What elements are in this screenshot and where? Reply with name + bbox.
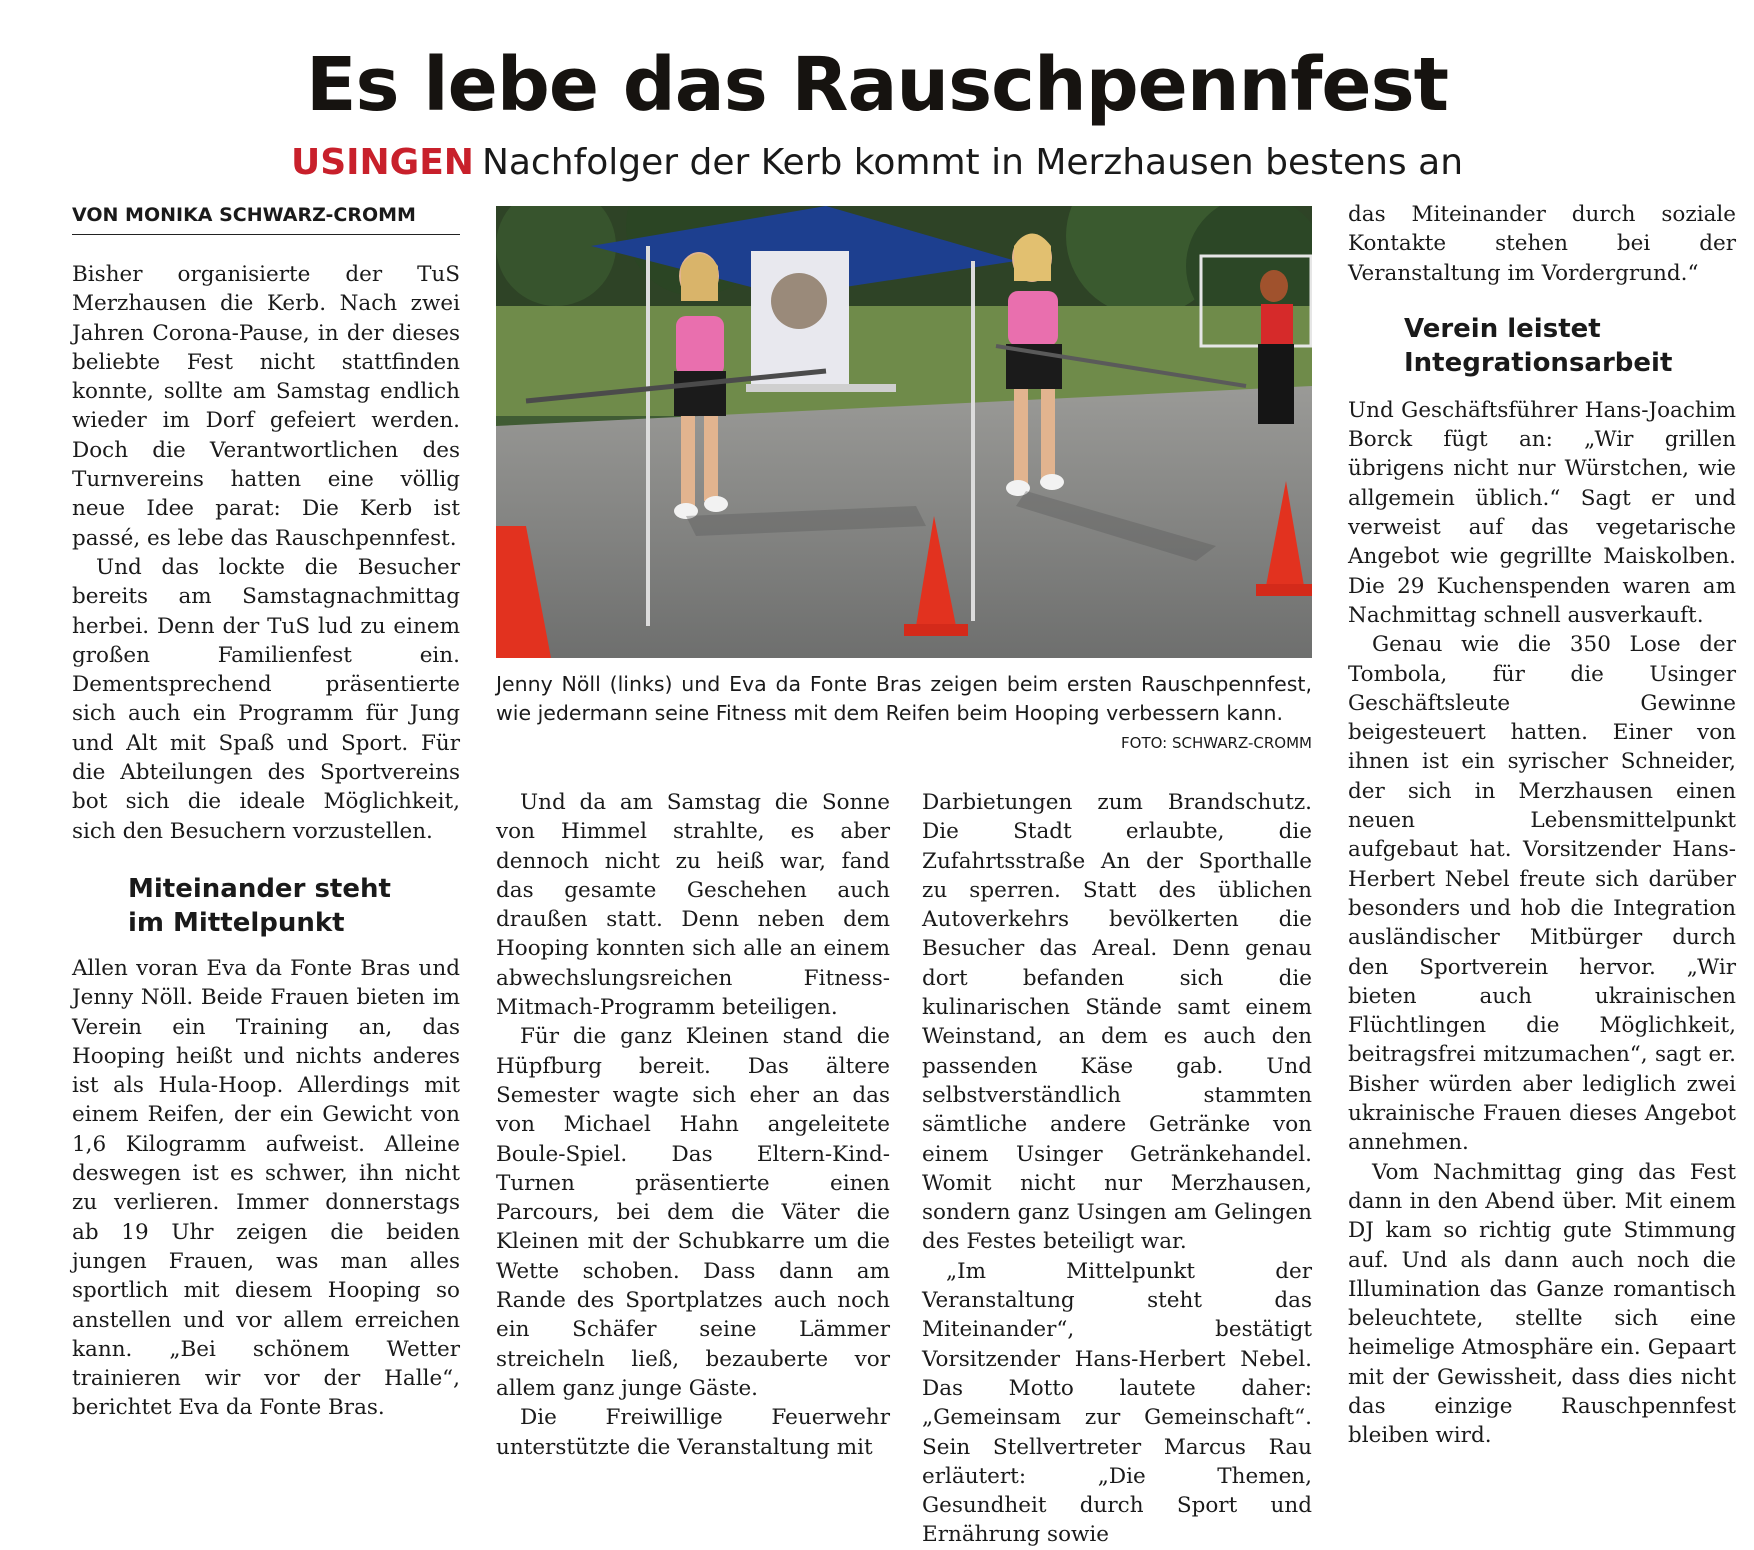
paragraph: Allen voran Eva da Fonte Bras und Jenny Nöll. Beide Frauen bieten im Verein ein Training an, das Hooping heißt und nichts anderes ist als Hula-Hoop. Allerdings mit einem Reifen, der ein Gewicht von 1,6 Kilogramm aufweist. Alleine deswegen ist es schwer, ihn nicht zu verlieren. Immer donnerstags ab 19 Uhr zeigen die beiden jungen Frauen, was man alles sportlich mit diesem Hooping so anstellen und vor allem erreichen kann. „Bei schönem Wetter trainieren wir vor der Halle“, berichtet Eva da Fonte Bras. xyxy=(72,955,460,1421)
paragraph: Genau wie die 350 Lose der Tombola, für die Usinger Geschäftsleute Gewinne beigesteuert hatten. Einer von ihnen ist ein syrischer Schneider, der sich in Merzhausen einen neuen Lebensmittelpunkt aufgebaut hat. Vorsitzender Hans-Herbert Nebel freute sich darüber besonders und hob die Integration ausländischer Mitbürger durch den Sportverein hervor. „Wir bieten auch ukrainischen Flüchtlingen die Möglichkeit, beitragsfrei mitzumachen“, sagt er. Bisher würden aber lediglich zwei ukrainische Frauen dieses Angebot annehmen. xyxy=(1348,632,1736,1156)
article-column-3 xyxy=(922,788,1312,1550)
section-subheading xyxy=(128,872,460,940)
photo-credit: FOTO: SCHWARZ-CROMM xyxy=(1121,734,1312,752)
subheading-line: Verein leistet xyxy=(1404,313,1601,344)
paragraph: Darbietungen zum Brandschutz. Die Stadt erlaubte, die Zufahrtsstraße An der Sporthalle zu sperren. Statt des üblichen Autoverkehrs bevölkerten die Besucher das Areal. Denn genau dort befanden sich die kulinarischen Stände samt einem Weinstand, an dem es auch den passenden Käse gab. Und selbstverständlich stammten sämtliche andere Getränke von einem Usinger Getränkehandel. Womit nicht nur Merzhausen, sondern ganz Usingen am Gelingen des Festes beteiligt war. xyxy=(922,790,1312,1255)
location-kicker: USINGEN xyxy=(290,142,474,183)
subheading-line: im Mittelpunkt xyxy=(128,907,345,938)
article-column-1 xyxy=(72,260,460,1423)
section-subheading xyxy=(1404,312,1736,380)
subheading-line: Integrationsarbeit xyxy=(1404,347,1673,378)
article-column-2 xyxy=(496,788,890,1462)
paragraph: Für die ganz Kleinen stand die Hüpfburg bereit. Das ältere Semester wagte sich eher an das von Michael Hahn angeleitete Boule-Spiel. Das Eltern-Kind-Turnen präsentierte einen Parcours, bei dem die Väter die Kleinen mit der Schubkarre um die Wette schoben. Dass dann am Rande des Sportplatzes auch noch ein Schäfer seine Lämmer streicheln ließ, bezauberte vor allem ganz junge Gäste. xyxy=(496,1024,890,1401)
paragraph: Und da am Samstag die Sonne von Himmel strahlte, es aber dennoch nicht zu heiß war, fand das gesamte Geschehen auch draußen statt. Denn neben dem Hooping konnten sich alle an einem abwechslungsreichen Fitness-Mitmach-Programm beteiligen. xyxy=(496,790,890,1021)
paragraph: Vom Nachmittag ging das Fest dann in den Abend über. Mit einem DJ kam so richtig gute Stimmung auf. Und als dann auch noch die Illumination das Ganze romantisch beleuchtete, stellte sich eine heimelige Atmosphäre ein. Gepaart mit der Gewissheit, dass dies nicht das einzige Rauschpennfest bleiben wird. xyxy=(1348,1159,1736,1449)
paragraph: „Im Mittelpunkt der Veranstaltung steht das Miteinander“, bestätigt Vorsitzender Hans-Herbert Nebel. Das Motto lautete daher: „Gemeinsam zur Gemeinschaft“. Sein Stellvertreter Marcus Rau erläutert: „Die Themen, Gesundheit durch Sport und Ernährung sowie xyxy=(922,1258,1312,1548)
article-column-4 xyxy=(1348,200,1736,1451)
subheading-line: Miteinander steht xyxy=(128,873,391,904)
byline: VON MONIKA SCHWARZ-CROMM xyxy=(72,204,460,235)
paragraph: Bisher organisierte der TuS Merzhausen die Kerb. Nach zwei Jahren Corona-Pause, in der dieses beliebte Fest nicht stattfinden konnte, sollte am Samstag endlich wieder im Dorf gefeiert werden. Doch die Verantwortlichen des Turnvereins hatten eine völlig neue Idee parat: Die Kerb ist passé, es lebe das Rauschpennfest. xyxy=(72,262,460,551)
photo-caption: Jenny Nöll (links) und Eva da Fonte Bras zeigen beim ersten Rauschpennfest, wie jedermann seine Fitness mit dem Reifen beim Hooping verbessern kann. xyxy=(496,672,1312,725)
paragraph: das Miteinander durch soziale Kontakte stehen bei der Veranstaltung im Vordergrund.“ xyxy=(1348,202,1736,286)
paragraph: Die Freiwillige Feuerwehr unterstützte die Veranstaltung mit xyxy=(496,1405,890,1460)
festival-photo-illustration xyxy=(496,206,1312,658)
subheadline-text: Nachfolger der Kerb kommt in Merzhausen bestens an xyxy=(481,142,1464,183)
headline: Es lebe das Rauschpennfest xyxy=(305,42,1449,128)
paragraph: Und das lockte die Besucher bereits am Samstagnachmittag herbei. Denn der TuS lud zu einem großen Familienfest ein. Dementsprechend präsentierte sich auch ein Programm für Jung und Alt mit Spaß und Sport. Für die Abteilungen des Sportvereins bot sich die ideale Möglichkeit, sich den Besuchern vorzustellen. xyxy=(72,554,460,844)
article-photo xyxy=(496,206,1312,658)
subheadline xyxy=(0,142,1754,183)
paragraph: Und Geschäftsführer Hans-Joachim Borck fügt an: „Wir grillen übrigens nicht nur Würstchen, wie allgemein üblich.“ Sagt er und verweist auf das vegetarische Angebot wie gegrillte Maiskolben. Die 29 Kuchenspenden waren am Nachmittag schnell ausverkauft. xyxy=(1348,397,1736,628)
